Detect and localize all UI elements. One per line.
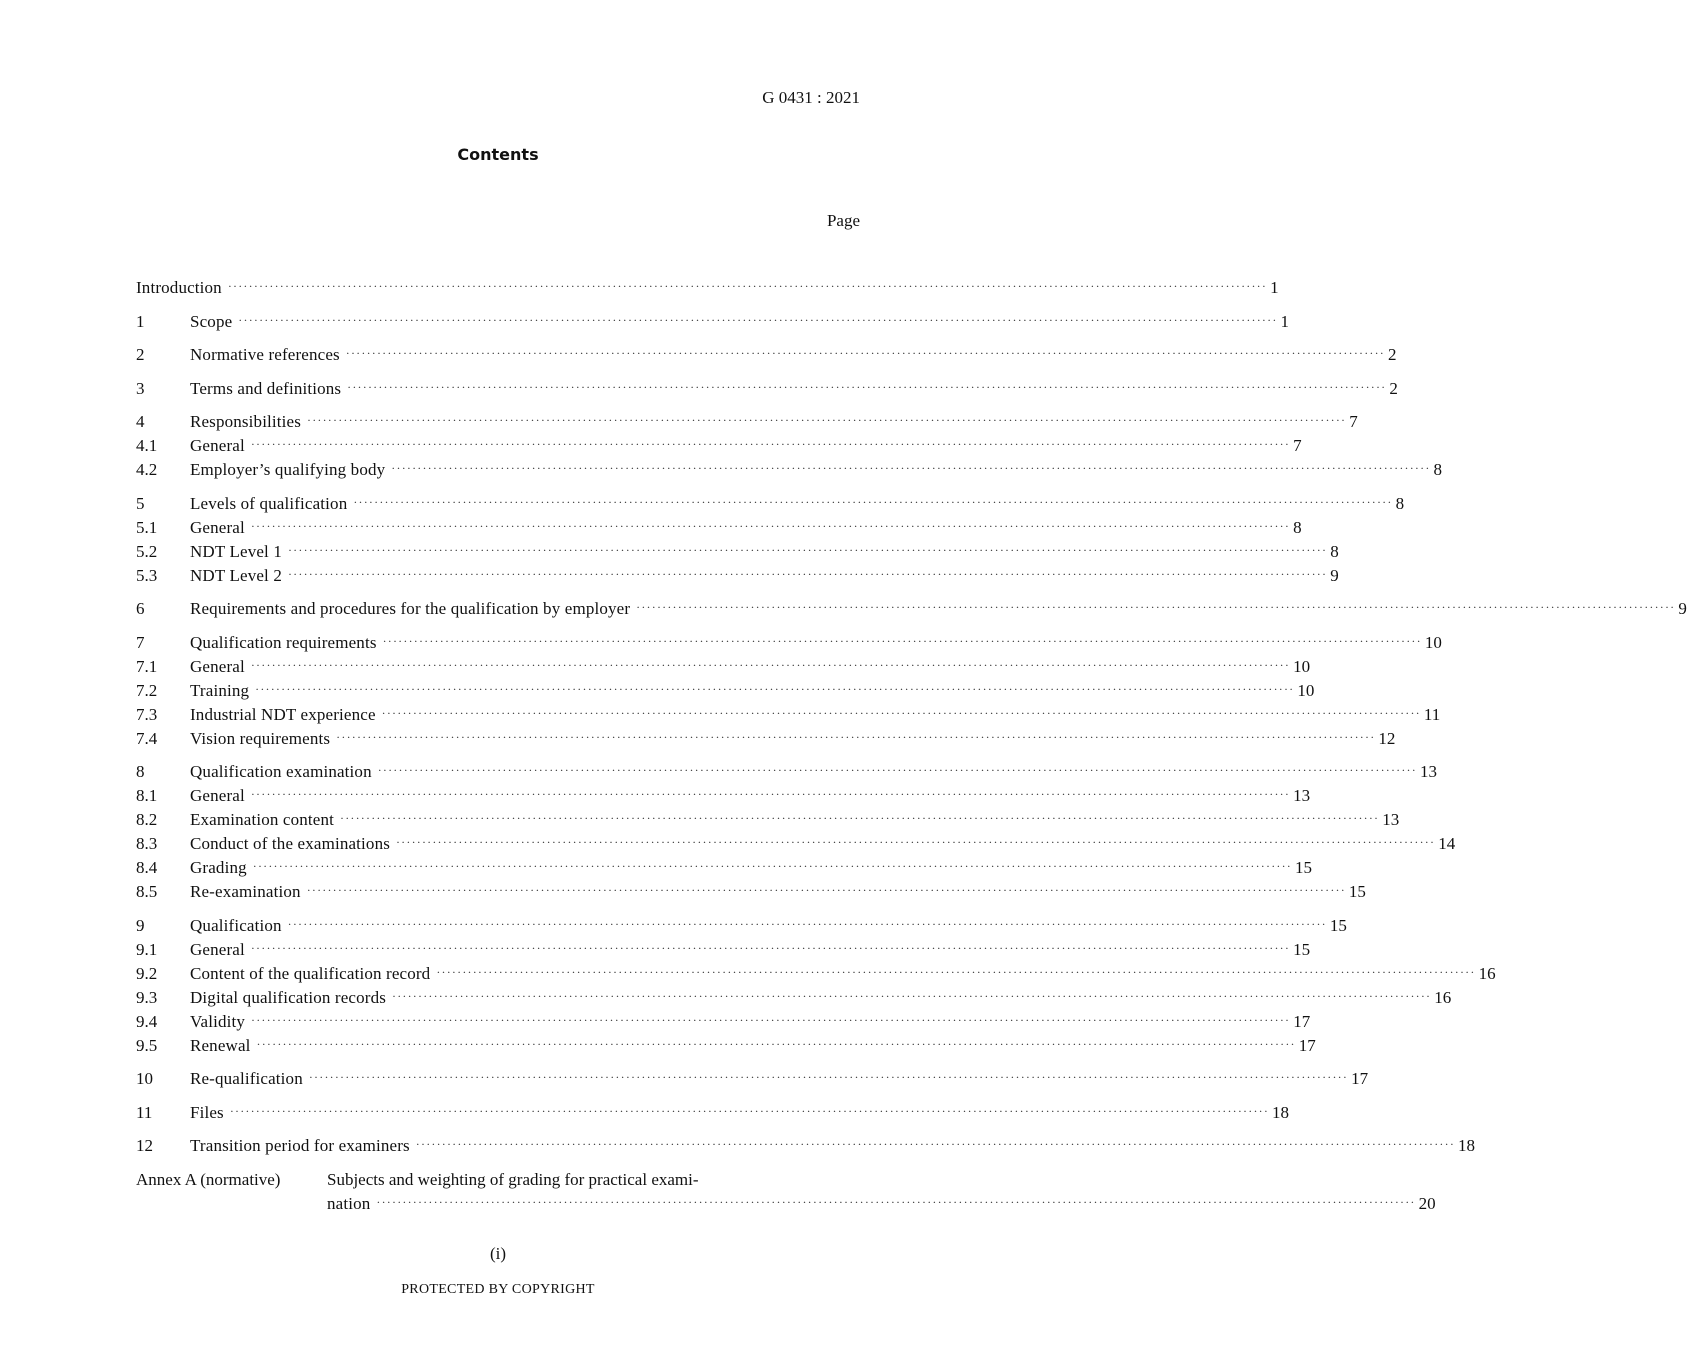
toc-entry-number: 4.2 [136, 460, 158, 479]
toc-entry-number: 10 [136, 1069, 153, 1088]
toc-entry-label: General [190, 436, 245, 455]
toc-entry-label: Requirements and procedures for the qualification by employer [190, 599, 631, 618]
toc-entry-number: 8.5 [136, 882, 158, 901]
toc-entry[interactable] [136, 377, 1398, 401]
toc-entry[interactable] [136, 597, 1687, 621]
dot-leader: ········································································································································································································ [308, 1070, 1349, 1084]
annex-title-line2: nation [327, 1193, 371, 1213]
toc-entry-number: 8.2 [136, 810, 158, 829]
toc-entry-number: 9.2 [136, 963, 158, 983]
toc-entry-label: Normative references [190, 345, 340, 364]
toc-entry-page-number: 8 [1293, 517, 1302, 537]
toc-entry-page-number: 15 [1329, 915, 1347, 935]
toc-entry[interactable] [136, 1034, 1316, 1058]
toc-entry[interactable] [136, 655, 1311, 679]
toc-entry-page-number: 15 [1294, 858, 1312, 877]
toc-entry-number: 12 [136, 1136, 153, 1155]
table-of-contents [136, 276, 1687, 1216]
dot-leader: ········································································································································································································ [256, 1036, 1296, 1051]
toc-entry[interactable] [136, 914, 1347, 938]
dot-leader: ········································································································································································································ [227, 279, 1268, 293]
dot-leader: ········································································································································································································ [250, 657, 1291, 672]
toc-entry-label: Levels of qualification [190, 493, 348, 513]
toc-entry-number: 5.2 [136, 541, 158, 561]
dot-leader: ········································································································································································································ [255, 681, 1295, 696]
toc-entry-page-number: 15 [1293, 939, 1311, 959]
toc-entry-page-number: 17 [1298, 1035, 1316, 1055]
dot-leader: ········································································································································································································ [287, 916, 1327, 931]
toc-entry-label: Qualification examination [190, 762, 372, 781]
toc-entry[interactable] [136, 880, 1366, 904]
toc-entry[interactable] [136, 832, 1456, 856]
toc-entry[interactable] [136, 679, 1315, 703]
toc-entry-page-number: 18 [1272, 1102, 1290, 1122]
toc-entry-label: NDT Level 2 [190, 565, 282, 585]
toc-entry-number: 7.3 [136, 704, 158, 724]
toc-entry[interactable] [136, 343, 1397, 367]
toc-entry-page-number: 13 [1293, 786, 1311, 805]
toc-entry-number: 4.1 [136, 436, 158, 455]
dot-leader: ········································································································································································································ [250, 787, 1291, 801]
toc-entry[interactable] [136, 938, 1311, 962]
toc-entry[interactable] [136, 727, 1396, 751]
toc-entry-number: 9.1 [136, 939, 158, 959]
toc-entry-label: Transition period for examiners [190, 1136, 410, 1155]
toc-entry-page-number: 1 [1280, 311, 1290, 331]
toc-entry-label: General [190, 517, 245, 537]
toc-entry-number: 2 [136, 345, 145, 364]
toc-entry[interactable] [136, 276, 1279, 300]
toc-entry[interactable] [136, 808, 1400, 832]
toc-entry[interactable] [136, 1010, 1311, 1034]
dot-leader: ········································································································································································································ [229, 1103, 1270, 1118]
toc-entry-number: 7.4 [136, 728, 158, 748]
toc-entry-page-number: 9 [1678, 599, 1687, 618]
toc-entry-page-number: 15 [1348, 882, 1366, 901]
toc-entry-label: Renewal [190, 1035, 251, 1055]
toc-entry-page-number: 17 [1293, 1011, 1311, 1031]
toc-entry-number: 6 [136, 599, 145, 618]
dot-leader: ········································································································································································································ [436, 964, 1476, 979]
toc-entry[interactable] [136, 784, 1311, 808]
dot-leader: ········································································································································································································ [252, 859, 1292, 873]
toc-entry-number: 7.1 [136, 656, 158, 676]
toc-entry-label: Re-qualification [190, 1069, 303, 1088]
copyright-notice: PROTECTED BY COPYRIGHT [401, 1282, 595, 1297]
toc-entry[interactable] [136, 564, 1339, 588]
toc-entry-label: Files [190, 1102, 224, 1122]
toc-entry-page-number: 10 [1297, 680, 1315, 700]
toc-entry-page-number: 11 [1423, 704, 1441, 724]
dot-leader: ········································································································································································································ [353, 494, 1393, 509]
dot-leader: ········································································································································································································ [250, 437, 1291, 451]
toc-entry-page-number: 14 [1438, 834, 1456, 853]
toc-entry-number: 9.4 [136, 1011, 158, 1031]
toc-entry[interactable] [136, 492, 1405, 516]
document-id: G 0431 : 2021 [762, 88, 860, 107]
toc-entry-page-number: 16 [1434, 987, 1452, 1007]
dot-leader: ········································································································································································································ [377, 763, 1417, 777]
toc-entry-label: General [190, 786, 245, 805]
toc-entry-label: Vision requirements [190, 728, 331, 748]
toc-entry-label: General [190, 656, 245, 676]
dot-leader: ········································································································································································································ [287, 566, 1328, 581]
dot-leader: ········································································································································································································ [336, 729, 1376, 744]
dot-leader: ········································································································································································································ [381, 705, 1421, 720]
footer-page-number: (i) [489, 1244, 507, 1263]
annex-tag: Annex A (normative) [136, 1169, 281, 1189]
toc-entry-page-number: 8 [1330, 541, 1339, 561]
dot-leader: ········································································································································································································ [238, 312, 1278, 327]
toc-entry[interactable] [136, 703, 1441, 727]
dot-leader: ········································································································································································································ [382, 633, 1422, 648]
toc-entry-page-number: 13 [1382, 810, 1400, 829]
toc-entry-page-number: 2 [1388, 345, 1397, 364]
toc-entry-page-number: 8 [1395, 493, 1405, 513]
toc-entry-page-number: 10 [1293, 656, 1311, 676]
toc-entry[interactable] [136, 986, 1452, 1010]
page-column-label: Page [826, 211, 860, 230]
toc-entry-label: Training [190, 680, 250, 700]
toc-entry-number: 7.2 [136, 680, 158, 700]
annex-page-number: 20 [1418, 1193, 1436, 1213]
dot-leader: ········································································································································································································ [307, 413, 1347, 427]
toc-entry-number: 8.3 [136, 834, 158, 853]
toc-entry-page-number: 12 [1378, 728, 1396, 748]
page-title: Contents [457, 145, 539, 164]
toc-entry[interactable] [136, 1134, 1476, 1158]
toc-entry[interactable] [136, 856, 1312, 880]
toc-entry-label: Industrial NDT experience [190, 704, 376, 724]
toc-entry-page-number: 7 [1293, 436, 1302, 455]
dot-leader: ········································································································································································································ [376, 1194, 1416, 1209]
toc-entry-label: Grading [190, 858, 247, 877]
toc-entry-label: Terms and definitions [190, 378, 342, 398]
dot-leader: ········································································································································································································ [287, 542, 1328, 557]
dot-leader: ········································································································································································································ [340, 811, 1380, 825]
toc-entry-label: Scope [190, 311, 233, 331]
dot-leader: ········································································································································································································ [636, 600, 1676, 614]
toc-entry-label: Responsibilities [190, 412, 302, 431]
toc-entry-number: 9.5 [136, 1035, 158, 1055]
toc-entry-label: Re-examination [190, 882, 301, 901]
toc-entry-page-number: 17 [1351, 1069, 1369, 1088]
toc-entry-label: NDT Level 1 [190, 541, 282, 561]
toc-entry-number: 8 [136, 762, 145, 781]
toc-entry-number: 11 [136, 1102, 153, 1122]
toc-entry-number: 5.3 [136, 565, 158, 585]
toc-entry-page-number: 8 [1433, 460, 1443, 479]
toc-entry-number: 5.1 [136, 517, 158, 537]
toc-entry-number: 3 [136, 378, 145, 398]
toc-entry-label: Examination content [190, 810, 335, 829]
toc-entry-number: 8.4 [136, 858, 158, 877]
toc-entry[interactable] [136, 631, 1442, 655]
toc-entry-label: Validity [190, 1011, 246, 1031]
toc-entry[interactable] [136, 434, 1302, 458]
dot-leader: ········································································································································································································ [347, 379, 1387, 394]
dot-leader: ········································································································································································································ [345, 346, 1385, 360]
dot-leader: ········································································································································································································ [251, 1012, 1291, 1027]
toc-entry-page-number: 13 [1419, 762, 1437, 781]
toc-entry-page-number: 9 [1330, 565, 1339, 585]
dot-leader: ········································································································································································································ [395, 835, 1436, 849]
dot-leader: ········································································································································································································ [392, 988, 1432, 1003]
toc-entry-number: 9.3 [136, 987, 158, 1007]
dot-leader: ········································································································································································································ [306, 883, 1346, 897]
toc-entry-label: Qualification [190, 915, 282, 935]
toc-entry[interactable] [136, 540, 1339, 564]
annex-title-line1: Subjects and weighting of grading for practical exami- [327, 1169, 699, 1189]
toc-entry-label: Introduction [136, 278, 222, 297]
toc-entry-page-number: 18 [1458, 1136, 1476, 1155]
toc-entry-number: 8.1 [136, 786, 158, 805]
toc-entry[interactable] [136, 962, 1496, 986]
toc-entry-number: 5 [136, 493, 145, 513]
toc-entry-page-number: 7 [1349, 412, 1358, 431]
toc-entry-page-number: 10 [1424, 632, 1442, 652]
toc-entry-number: 9 [136, 915, 145, 935]
toc-entry[interactable] [136, 516, 1302, 540]
toc-entry-label: Content of the qualification record [190, 963, 431, 983]
toc-entry-page-number: 16 [1478, 963, 1496, 983]
toc-annex-entry[interactable] [136, 1168, 1436, 1216]
toc-entry-number: 1 [136, 311, 145, 331]
dot-leader: ········································································································································································································ [415, 1137, 1456, 1151]
toc-entry-page-number: 1 [1270, 278, 1279, 297]
toc-entry[interactable] [136, 760, 1437, 784]
toc-entry-number: 7 [136, 632, 145, 652]
toc-entry-label: Employer’s qualifying body [190, 460, 386, 479]
toc-entry-page-number: 2 [1389, 378, 1398, 398]
toc-entry-number: 4 [136, 412, 145, 431]
toc-entry-label: General [190, 939, 245, 959]
dot-leader: ········································································································································································································ [250, 940, 1291, 955]
toc-entry-label: Digital qualification records [190, 987, 387, 1007]
toc-entry[interactable] [136, 458, 1443, 482]
dot-leader: ········································································································································································································ [250, 518, 1291, 533]
toc-entry-label: Qualification requirements [190, 632, 377, 652]
toc-entry-label: Conduct of the examinations [190, 834, 390, 853]
toc-entry[interactable] [136, 410, 1358, 434]
toc-entry[interactable] [136, 1101, 1290, 1125]
dot-leader: ········································································································································································································ [391, 461, 1431, 475]
toc-entry[interactable] [136, 310, 1290, 334]
toc-entry[interactable] [136, 1067, 1369, 1091]
